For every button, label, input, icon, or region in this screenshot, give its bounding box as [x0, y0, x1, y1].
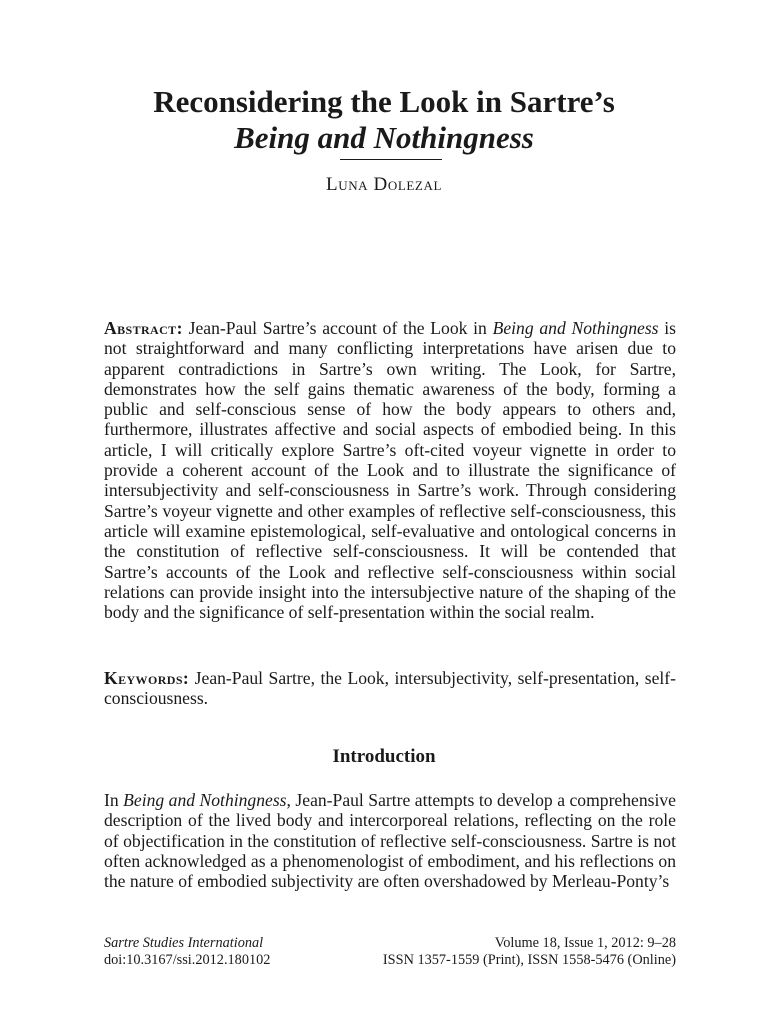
introduction-paragraph [104, 790, 676, 891]
keywords-label: Keywords: [104, 668, 190, 688]
volume-info: Volume 18, Issue 1, 2012: 9–28 [494, 935, 676, 951]
doi-text: doi:10.3167/ssi.2012.180102 [104, 952, 271, 968]
article-title [0, 84, 768, 156]
keywords-text: Jean-Paul Sartre, the Look, intersubjectivity, self-presentation, self-consciousness. [104, 668, 676, 709]
abstract-text-pre: Jean-Paul Sartre’s account of the Look in [182, 318, 493, 338]
author-name: Luna Dolezal [326, 174, 442, 195]
issn-text: ISSN 1357-1559 (Print), ISSN 1558-5476 (Online) [382, 952, 676, 968]
intro-book-title: Being and Nothingness [123, 790, 287, 810]
intro-text-post: , Jean-Paul Sartre attempts to develop a comprehensive description of the lived body and intercorporeal relations, reflecting on the role of objectification in the constitution of reflective self-consciousness. Sartre is not often acknowledged as a phenomenologist of embodiment, and his reflections on the nature of embodied subjectivity are often overshadowed by Merleau-Ponty’s [104, 790, 676, 892]
abstract-text-post: is not straightforward and many conflicting interpretations have arisen due to apparent contradictions in Sartre’s own writing. The Look, for Sartre, demonstrates how the self gains thematic awareness of the body, forming a public and self-conscious sense of how the body appears to others and, furthermore, illustrates affective and social aspects of embodied being. In this article, I will critically explore Sartre’s oft-cited voyeur vignette in order to provide a coherent account of the Look and to illustrate the significance of intersubjectivity and self-consciousness in Sartre’s work. Through considering Sartre’s voyeur vignette and other examples of reflective self-consciousness, this article will examine epistemological, self-evaluative and ontological concerns in the constitution of reflective self-consciousness. It will be contended that Sartre’s accounts of the Look and reflective self-consciousness within social relations can provide insight into the intersubjective nature of the shaping of the body and the significance of self-presentation within the social realm. [104, 318, 676, 623]
intro-text-pre: In [104, 790, 124, 810]
footer-line-1 [104, 935, 676, 952]
abstract-book-title: Being and Nothingness [492, 318, 659, 338]
title-line-2: Being and Nothingness [234, 120, 534, 155]
journal-name: Sartre Studies International [104, 935, 264, 951]
abstract-paragraph [104, 318, 676, 622]
section-heading-introduction: Introduction [332, 746, 436, 767]
abstract-label: Abstract: [104, 318, 183, 338]
keywords-paragraph [104, 668, 676, 709]
footer-line-2 [104, 952, 676, 969]
title-line-1: Reconsidering the Look in Sartre’s [153, 84, 615, 119]
title-divider [340, 159, 442, 160]
